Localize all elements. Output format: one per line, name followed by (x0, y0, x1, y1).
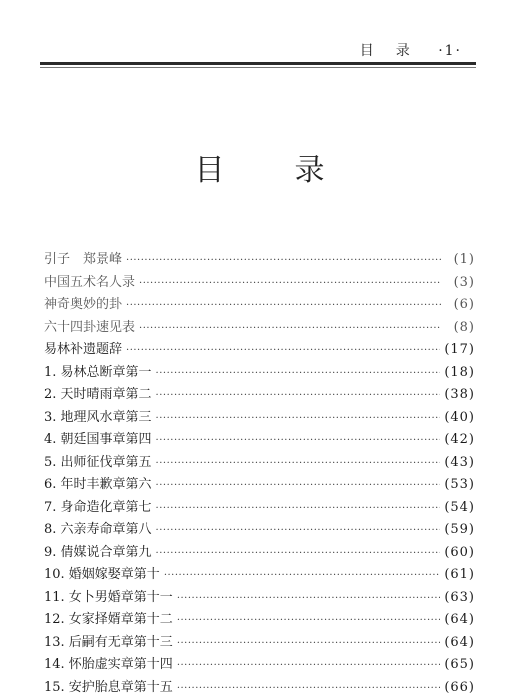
toc-dot-leader (126, 300, 441, 311)
toc-entry (44, 563, 475, 586)
toc-dot-leader (126, 255, 441, 266)
toc-entry-page: (64) (444, 635, 475, 650)
header-rule-thick (40, 62, 476, 65)
toc-entry-page: (8) (445, 320, 475, 335)
toc-entry (44, 338, 475, 361)
toc-dot-leader (139, 323, 441, 334)
toc-entry (44, 518, 475, 541)
page-title: 目录 (0, 145, 519, 189)
toc-dot-leader (164, 570, 441, 581)
toc-dot-leader (156, 525, 441, 536)
toc-entry (44, 293, 475, 316)
toc-entry-page: (53) (444, 477, 475, 492)
toc-entry (44, 316, 475, 339)
toc-entry (44, 473, 475, 496)
toc-entry-page: (18) (444, 365, 475, 380)
toc-entry-page: (66) (444, 680, 475, 695)
toc-entry-label: 10. 婚姻嫁娶章第十 (44, 563, 160, 582)
toc-dot-leader (177, 615, 441, 626)
toc-dot-leader (156, 458, 441, 469)
toc-entry (44, 608, 475, 631)
toc-entry (44, 451, 475, 474)
toc-dot-leader (156, 503, 441, 514)
toc-entry (44, 271, 475, 294)
toc-dot-leader (156, 390, 441, 401)
toc-entry (44, 586, 475, 609)
toc-entry (44, 631, 475, 654)
toc-entry-label: 5. 出师征伐章第五 (44, 451, 152, 470)
toc-entry-page: (59) (444, 522, 475, 537)
running-head-title: 目录 (360, 43, 432, 59)
toc-dot-leader (156, 413, 441, 424)
toc-entry (44, 676, 475, 698)
toc-entry-page: (43) (444, 455, 475, 470)
toc-entry-page: (1) (445, 252, 475, 267)
toc-entry (44, 541, 475, 564)
header-rule-thin (40, 67, 476, 68)
toc-entry (44, 428, 475, 451)
toc-entry-label: 1. 易林总断章第一 (44, 361, 152, 380)
toc-entry-page: (64) (444, 612, 475, 627)
toc-entry-page: (60) (444, 545, 475, 560)
toc-dot-leader (156, 548, 441, 559)
toc-entry-page: (40) (444, 410, 475, 425)
toc-entry-page: (63) (444, 590, 475, 605)
toc-entry-label: 15. 安护胎息章第十五 (44, 676, 173, 695)
toc-entry-page: (38) (444, 387, 475, 402)
running-head (0, 40, 462, 60)
toc-entry-label: 7. 身命造化章第七 (44, 496, 152, 515)
toc-entry-page: (42) (444, 432, 475, 447)
toc-entry-label: 13. 后嗣有无章第十三 (44, 631, 173, 650)
toc-dot-leader (139, 278, 441, 289)
toc-entry-label: 6. 年时丰歉章第六 (44, 473, 152, 492)
toc-entry-label: 六十四卦速见表 (44, 316, 135, 335)
toc-entry-label: 神奇奥妙的卦 (44, 293, 122, 312)
toc-entry-label: 易林补遗题辞 (44, 338, 122, 357)
toc-entry-page: (65) (444, 657, 475, 672)
toc-entry-page: (61) (444, 567, 475, 582)
toc-entry-label: 8. 六亲寿命章第八 (44, 518, 152, 537)
toc-dot-leader (177, 683, 441, 694)
toc-entry-page: (3) (445, 275, 475, 290)
toc-dot-leader (156, 480, 441, 491)
toc-entry (44, 361, 475, 384)
toc-entry-label: 中国五术名人录 (44, 271, 135, 290)
toc-entry-label: 4. 朝廷国事章第四 (44, 428, 152, 447)
toc-entry-label: 3. 地理风水章第三 (44, 406, 152, 425)
toc-entry-label: 14. 怀胎虚实章第十四 (44, 653, 173, 672)
toc-entry (44, 653, 475, 676)
toc-entry (44, 383, 475, 406)
toc-dot-leader (177, 660, 441, 671)
toc-entry-label: 9. 倩媒说合章第九 (44, 541, 152, 560)
toc-entry-page: (17) (444, 342, 475, 357)
toc-dot-leader (126, 345, 440, 356)
toc-entry (44, 406, 475, 429)
toc-dot-leader (177, 593, 441, 604)
table-of-contents (44, 248, 475, 698)
toc-entry (44, 248, 475, 271)
toc-dot-leader (156, 435, 441, 446)
toc-entry-page: (6) (445, 297, 475, 312)
toc-entry-label: 11. 女卜男婚章第十一 (44, 586, 173, 605)
toc-entry-label: 引子 郑景峰 (44, 248, 122, 267)
toc-dot-leader (156, 368, 441, 379)
toc-dot-leader (177, 638, 441, 649)
running-head-page-number: ·1· (438, 43, 462, 59)
toc-entry (44, 496, 475, 519)
toc-entry-label: 12. 女家择婿章第十二 (44, 608, 173, 627)
toc-entry-label: 2. 天时晴雨章第二 (44, 383, 152, 402)
toc-entry-page: (54) (444, 500, 475, 515)
